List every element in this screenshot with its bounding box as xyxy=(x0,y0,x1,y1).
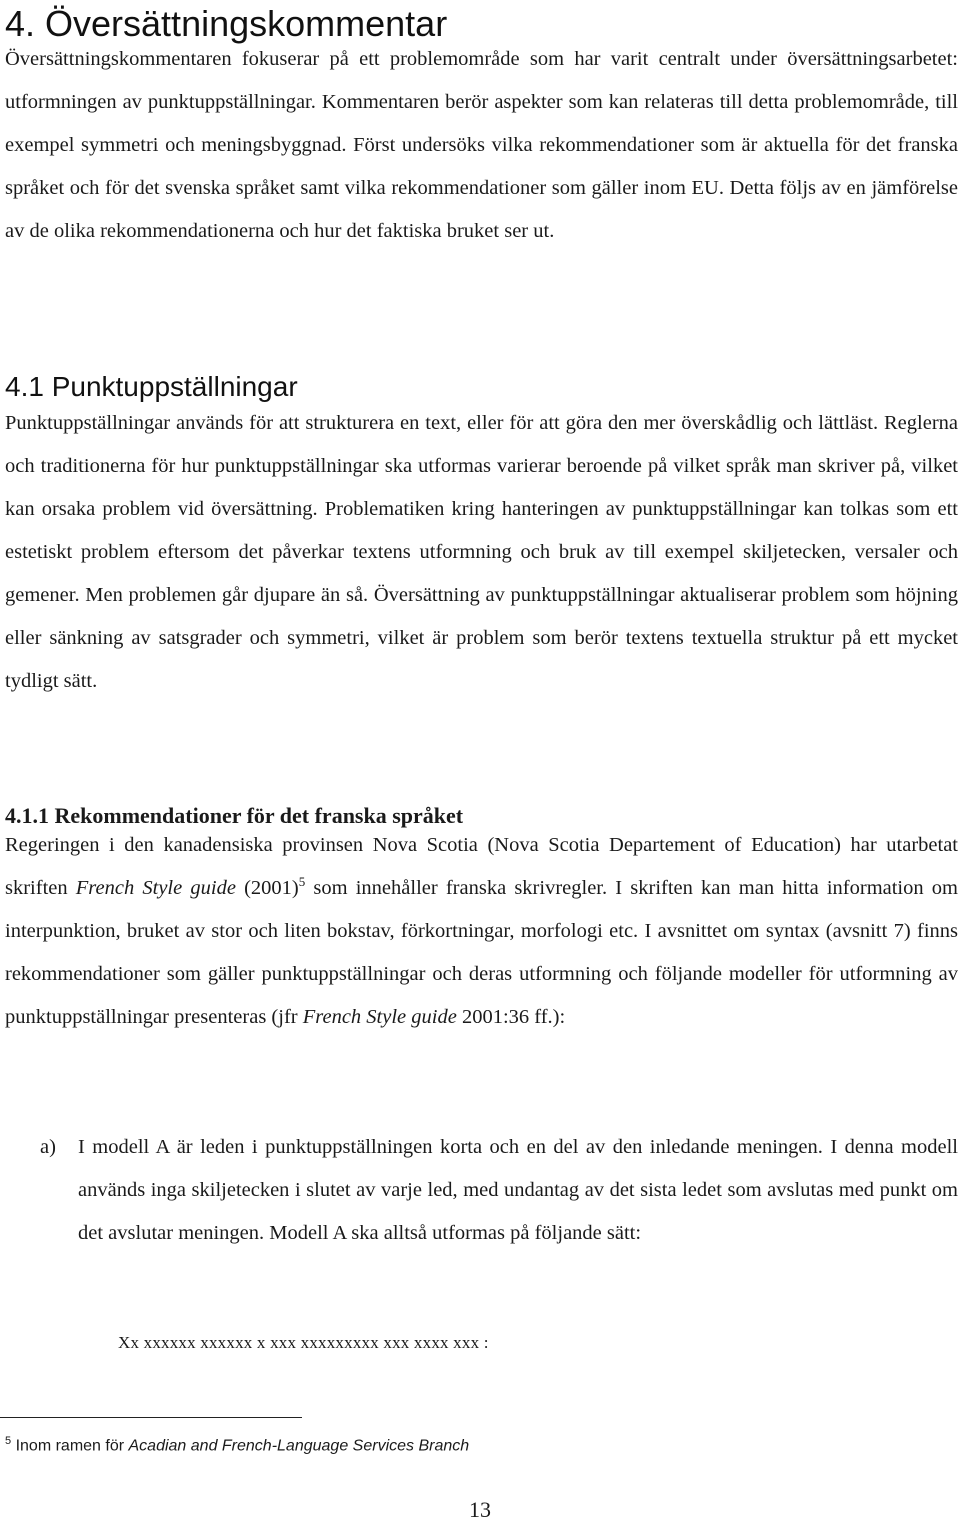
list-item xyxy=(40,1126,958,1255)
footnote-number: 5 xyxy=(5,1435,12,1447)
footnote-italic: Acadian and French-Language Services Branch xyxy=(128,1437,470,1455)
subsection-paragraph: Punktuppställningar används för att strukturera en text, eller för att göra den mer överskådlig och lättläst. Reglerna och traditionerna för hur punktuppställningar ska utformas varierar beroende på vilket språk man skriver på, vilket kan orsaka problem vid översättning. Problematiken kring hanteringen av punktuppställningar kan tolkas som ett estetiskt problem eftersom det påverkar textens utformning och bruk av till exempel skiljetecken, versaler och gemener. Men problemen går djupare än så. Översättning av punktuppställningar aktualiserar problem som höjning eller sänkning av satsgrader och symmetri, vilket är problem som berör textens textuella struktur på ett mycket tydligt sätt. xyxy=(5,412,958,692)
subsubsection-paragraph xyxy=(5,824,958,1039)
footnote-divider xyxy=(0,1417,302,1418)
list-item-text: I modell A är leden i punktuppställningen korta och en del av den inledande meningen. I denna modell används inga skiljetecken i slutet av varje led, med undantag av det sista ledet som avslutas med punkt om det avslutar meningen. Modell A ska alltså utformas på följande sätt: xyxy=(78,1136,958,1244)
paragraph-text: 2001:36 ff.): xyxy=(456,1006,566,1028)
paragraph-text: som innehåller franska skrivregler. I skriften kan man hitta information om interpunktion, bruket av stor och liten bokstav, förkortningar, morfologi etc. I avsnittet om syntax (avsnitt 7) finns rekommendationer som gäller punktuppställningar och deras utformning och följande modeller för utformning av punktuppställningar presenteras (jfr xyxy=(5,877,958,1028)
paragraph-text: (2001) xyxy=(235,877,299,899)
intro-paragraph: Översättningskommentaren fokuserar på ett problemområde som har varit centralt under översättningsarbetet: utformningen av punktuppställningar. Kommentaren berör aspekter som kan relateras till detta problemområde, till exempel symmetri och meningsbyggnad. Först undersöks vilka rekommendationer som är aktuella för det franska språket och för det svenska språket samt vilka rekommendationer som gäller inom EU. Detta följs av en jämförelse av de olika rekommendationerna och hur det faktiska bruket ser ut. xyxy=(5,48,958,242)
section-heading: 4. Översättningskommentar xyxy=(5,3,448,44)
italic-title: French Style guide xyxy=(75,877,236,899)
page-number: 13 xyxy=(469,1497,491,1522)
italic-title: French Style guide xyxy=(302,1006,457,1028)
footnote xyxy=(5,1428,469,1459)
footnote-reference[interactable]: 5 xyxy=(298,874,306,890)
subsection-heading: 4.1 Punktuppställningar xyxy=(5,371,298,402)
paragraph-text: Regeringen i den kanadensiska provinsen Nova Scotia (Nova Scotia Departement of Education) har utarbetat skriften xyxy=(5,834,958,899)
example-line: Xx xxxxxx xxxxxx x xxx xxxxxxxxx xxx xxxx xxx : xyxy=(118,1333,489,1352)
subsubsection-heading: 4.1.1 Rekommendationer för det franska språket xyxy=(5,803,464,828)
list-marker: a) xyxy=(40,1136,56,1158)
footnote-text: Inom ramen för xyxy=(11,1437,129,1455)
